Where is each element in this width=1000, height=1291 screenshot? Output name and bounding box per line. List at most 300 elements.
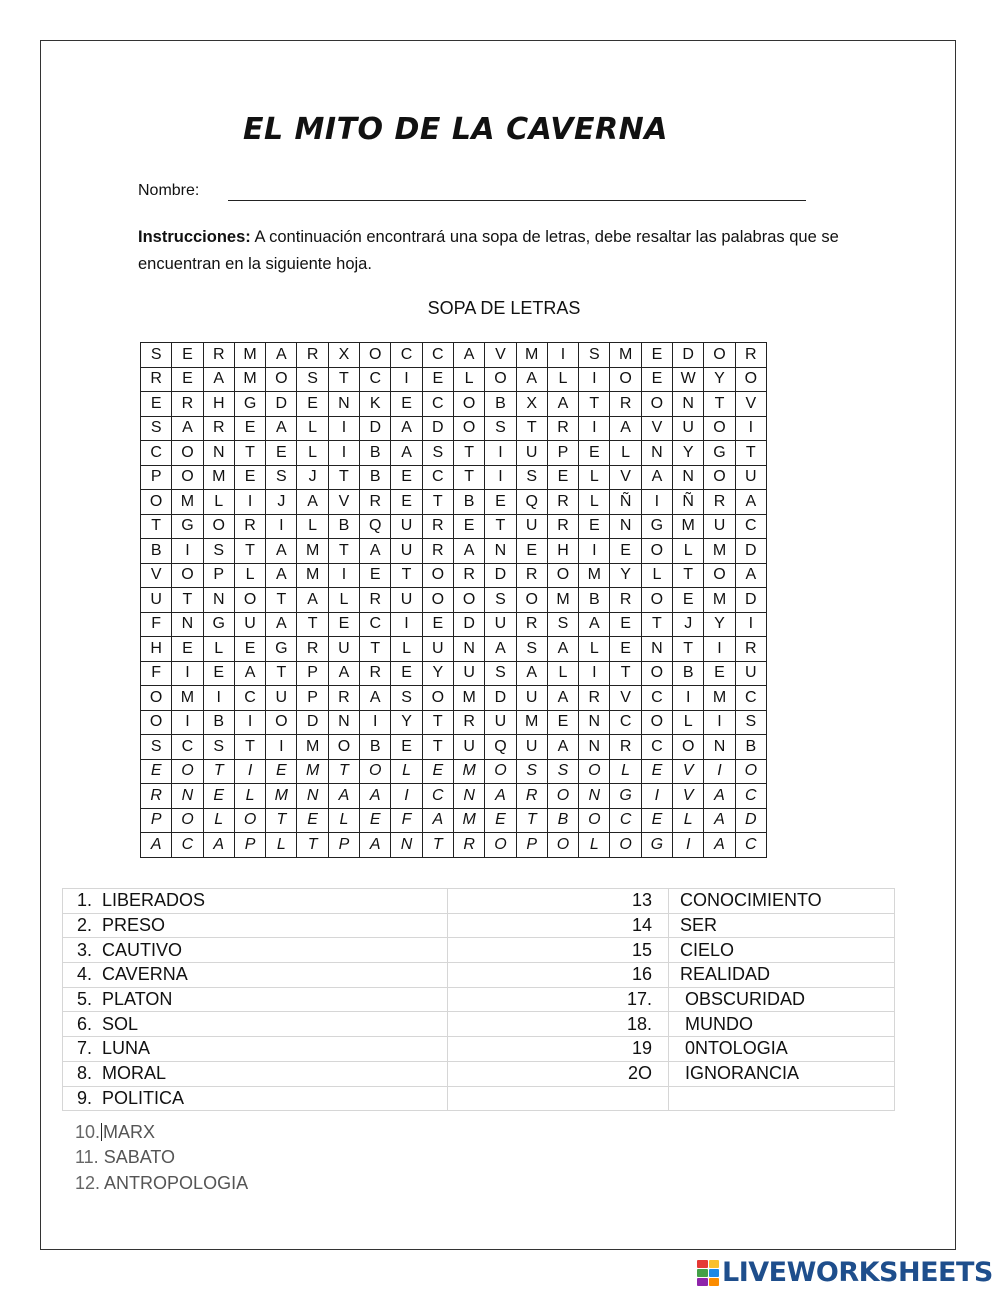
grid-letter-cell[interactable]: L <box>297 416 328 441</box>
grid-letter-cell[interactable]: I <box>172 661 203 686</box>
grid-letter-cell[interactable]: L <box>673 808 704 833</box>
grid-letter-cell[interactable]: O <box>203 514 234 539</box>
grid-letter-cell[interactable]: I <box>735 416 766 441</box>
grid-letter-cell[interactable]: L <box>579 465 610 490</box>
grid-letter-cell[interactable]: I <box>328 416 359 441</box>
grid-letter-cell[interactable]: C <box>234 686 265 711</box>
grid-letter-cell[interactable]: L <box>328 808 359 833</box>
grid-letter-cell[interactable]: J <box>673 612 704 637</box>
grid-letter-cell[interactable]: T <box>297 612 328 637</box>
grid-letter-cell[interactable]: S <box>547 759 578 784</box>
grid-letter-cell[interactable]: O <box>266 710 297 735</box>
grid-letter-cell[interactable]: N <box>297 784 328 809</box>
grid-letter-cell[interactable]: P <box>328 833 359 858</box>
grid-letter-cell[interactable]: E <box>579 514 610 539</box>
grid-letter-cell[interactable]: R <box>453 710 484 735</box>
grid-letter-cell[interactable]: O <box>704 416 735 441</box>
grid-letter-cell[interactable]: C <box>610 808 641 833</box>
grid-letter-cell[interactable]: O <box>641 661 672 686</box>
grid-letter-cell[interactable]: N <box>203 588 234 613</box>
grid-letter-cell[interactable]: P <box>547 441 578 466</box>
grid-letter-cell[interactable]: L <box>297 441 328 466</box>
grid-letter-cell[interactable]: O <box>673 735 704 760</box>
grid-letter-cell[interactable]: M <box>297 759 328 784</box>
grid-letter-cell[interactable]: G <box>203 612 234 637</box>
grid-letter-cell[interactable]: B <box>579 588 610 613</box>
grid-letter-cell[interactable]: C <box>422 392 453 417</box>
grid-letter-cell[interactable]: M <box>234 343 265 368</box>
grid-letter-cell[interactable]: R <box>422 539 453 564</box>
grid-letter-cell[interactable]: T <box>203 759 234 784</box>
grid-letter-cell[interactable]: E <box>422 367 453 392</box>
grid-letter-cell[interactable]: N <box>172 784 203 809</box>
grid-letter-cell[interactable]: A <box>360 784 391 809</box>
grid-letter-cell[interactable]: Y <box>673 441 704 466</box>
grid-letter-cell[interactable]: T <box>453 441 484 466</box>
grid-letter-cell[interactable]: C <box>360 367 391 392</box>
grid-letter-cell[interactable]: L <box>391 759 422 784</box>
grid-letter-cell[interactable]: S <box>141 416 172 441</box>
grid-letter-cell[interactable]: R <box>422 514 453 539</box>
grid-letter-cell[interactable]: T <box>422 833 453 858</box>
grid-letter-cell[interactable]: A <box>266 416 297 441</box>
grid-letter-cell[interactable]: M <box>516 710 547 735</box>
grid-letter-cell[interactable]: D <box>360 416 391 441</box>
grid-letter-cell[interactable]: E <box>391 465 422 490</box>
grid-letter-cell[interactable]: O <box>234 588 265 613</box>
grid-letter-cell[interactable]: M <box>673 514 704 539</box>
grid-letter-cell[interactable]: L <box>579 833 610 858</box>
grid-letter-cell[interactable]: A <box>579 612 610 637</box>
grid-letter-cell[interactable]: A <box>360 833 391 858</box>
grid-letter-cell[interactable]: U <box>516 514 547 539</box>
grid-letter-cell[interactable]: T <box>516 808 547 833</box>
grid-letter-cell[interactable]: C <box>735 784 766 809</box>
grid-letter-cell[interactable]: A <box>328 661 359 686</box>
grid-letter-cell[interactable]: B <box>141 539 172 564</box>
grid-letter-cell[interactable]: E <box>610 637 641 662</box>
grid-letter-cell[interactable]: I <box>234 710 265 735</box>
grid-letter-cell[interactable]: Y <box>704 367 735 392</box>
grid-letter-cell[interactable]: E <box>422 759 453 784</box>
grid-letter-cell[interactable]: V <box>735 392 766 417</box>
grid-letter-cell[interactable]: B <box>547 808 578 833</box>
grid-letter-cell[interactable]: B <box>485 392 516 417</box>
grid-letter-cell[interactable]: B <box>360 465 391 490</box>
grid-letter-cell[interactable]: E <box>641 343 672 368</box>
grid-letter-cell[interactable]: L <box>203 490 234 515</box>
grid-letter-cell[interactable]: M <box>516 343 547 368</box>
grid-letter-cell[interactable]: O <box>735 367 766 392</box>
grid-letter-cell[interactable]: R <box>360 588 391 613</box>
grid-letter-cell[interactable]: G <box>704 441 735 466</box>
grid-letter-cell[interactable]: I <box>172 539 203 564</box>
grid-letter-cell[interactable]: C <box>360 612 391 637</box>
grid-letter-cell[interactable]: R <box>360 490 391 515</box>
grid-letter-cell[interactable]: R <box>516 612 547 637</box>
grid-letter-cell[interactable]: I <box>579 416 610 441</box>
grid-letter-cell[interactable]: R <box>172 392 203 417</box>
grid-letter-cell[interactable]: D <box>422 416 453 441</box>
grid-letter-cell[interactable]: S <box>485 416 516 441</box>
grid-letter-cell[interactable]: O <box>360 759 391 784</box>
grid-letter-cell[interactable]: G <box>641 514 672 539</box>
grid-letter-cell[interactable]: T <box>360 637 391 662</box>
grid-letter-cell[interactable]: O <box>453 392 484 417</box>
grid-letter-cell[interactable]: C <box>610 710 641 735</box>
grid-letter-cell[interactable]: E <box>641 759 672 784</box>
grid-letter-cell[interactable]: N <box>453 637 484 662</box>
grid-letter-cell[interactable]: N <box>328 710 359 735</box>
grid-letter-cell[interactable]: M <box>266 784 297 809</box>
grid-letter-cell[interactable]: I <box>485 441 516 466</box>
grid-letter-cell[interactable]: O <box>704 465 735 490</box>
grid-letter-cell[interactable]: N <box>610 514 641 539</box>
grid-letter-cell[interactable]: M <box>610 343 641 368</box>
grid-letter-cell[interactable]: U <box>422 637 453 662</box>
grid-letter-cell[interactable]: I <box>266 735 297 760</box>
grid-letter-cell[interactable]: T <box>172 588 203 613</box>
grid-letter-cell[interactable]: O <box>172 563 203 588</box>
grid-letter-cell[interactable]: T <box>579 392 610 417</box>
grid-letter-cell[interactable]: R <box>735 343 766 368</box>
grid-letter-cell[interactable]: L <box>641 563 672 588</box>
grid-letter-cell[interactable]: P <box>141 808 172 833</box>
grid-letter-cell[interactable]: L <box>328 588 359 613</box>
grid-letter-cell[interactable]: A <box>516 367 547 392</box>
grid-letter-cell[interactable]: T <box>234 735 265 760</box>
grid-letter-cell[interactable]: M <box>297 539 328 564</box>
grid-letter-cell[interactable]: E <box>328 612 359 637</box>
grid-letter-cell[interactable]: A <box>641 465 672 490</box>
grid-letter-cell[interactable]: S <box>266 465 297 490</box>
grid-letter-cell[interactable]: D <box>266 392 297 417</box>
grid-letter-cell[interactable]: E <box>391 490 422 515</box>
grid-letter-cell[interactable]: C <box>735 686 766 711</box>
grid-letter-cell[interactable]: E <box>203 661 234 686</box>
grid-letter-cell[interactable]: H <box>141 637 172 662</box>
grid-letter-cell[interactable]: R <box>234 514 265 539</box>
grid-letter-cell[interactable]: R <box>610 588 641 613</box>
grid-letter-cell[interactable]: Y <box>610 563 641 588</box>
grid-letter-cell[interactable]: R <box>610 735 641 760</box>
grid-letter-cell[interactable]: L <box>610 759 641 784</box>
grid-letter-cell[interactable]: M <box>704 539 735 564</box>
grid-letter-cell[interactable]: I <box>547 343 578 368</box>
grid-letter-cell[interactable]: D <box>297 710 328 735</box>
grid-letter-cell[interactable]: J <box>266 490 297 515</box>
grid-letter-cell[interactable]: I <box>391 367 422 392</box>
grid-letter-cell[interactable]: U <box>516 735 547 760</box>
grid-letter-cell[interactable]: L <box>266 833 297 858</box>
grid-letter-cell[interactable]: E <box>297 808 328 833</box>
grid-letter-cell[interactable]: N <box>579 784 610 809</box>
grid-letter-cell[interactable]: I <box>328 563 359 588</box>
grid-letter-cell[interactable]: O <box>485 833 516 858</box>
grid-letter-cell[interactable]: L <box>547 367 578 392</box>
grid-letter-cell[interactable]: R <box>203 343 234 368</box>
grid-letter-cell[interactable]: U <box>391 588 422 613</box>
grid-letter-cell[interactable]: E <box>641 367 672 392</box>
grid-letter-cell[interactable]: E <box>547 710 578 735</box>
grid-letter-cell[interactable]: U <box>391 539 422 564</box>
grid-letter-cell[interactable]: Q <box>516 490 547 515</box>
grid-letter-cell[interactable]: C <box>422 343 453 368</box>
grid-letter-cell[interactable]: G <box>610 784 641 809</box>
grid-letter-cell[interactable]: T <box>234 441 265 466</box>
grid-letter-cell[interactable]: E <box>704 661 735 686</box>
grid-letter-cell[interactable]: E <box>391 735 422 760</box>
grid-letter-cell[interactable]: T <box>141 514 172 539</box>
grid-letter-cell[interactable]: A <box>297 490 328 515</box>
grid-letter-cell[interactable]: I <box>485 465 516 490</box>
grid-letter-cell[interactable]: T <box>735 441 766 466</box>
grid-letter-cell[interactable]: S <box>735 710 766 735</box>
grid-letter-cell[interactable]: I <box>579 661 610 686</box>
grid-letter-cell[interactable]: M <box>547 588 578 613</box>
grid-letter-cell[interactable]: L <box>203 808 234 833</box>
grid-letter-cell[interactable]: T <box>234 539 265 564</box>
grid-letter-cell[interactable]: Y <box>422 661 453 686</box>
grid-letter-cell[interactable]: Q <box>485 735 516 760</box>
grid-letter-cell[interactable]: O <box>172 808 203 833</box>
grid-letter-cell[interactable]: N <box>704 735 735 760</box>
grid-letter-cell[interactable]: O <box>735 759 766 784</box>
grid-letter-cell[interactable]: T <box>266 808 297 833</box>
grid-letter-cell[interactable]: U <box>453 661 484 686</box>
grid-letter-cell[interactable]: L <box>234 784 265 809</box>
grid-letter-cell[interactable]: N <box>641 441 672 466</box>
grid-letter-cell[interactable]: O <box>422 563 453 588</box>
grid-letter-cell[interactable]: R <box>704 490 735 515</box>
grid-letter-cell[interactable]: O <box>641 539 672 564</box>
grid-letter-cell[interactable]: O <box>704 343 735 368</box>
grid-letter-cell[interactable]: R <box>141 367 172 392</box>
grid-letter-cell[interactable]: T <box>485 514 516 539</box>
grid-letter-cell[interactable]: R <box>297 343 328 368</box>
grid-letter-cell[interactable]: A <box>266 343 297 368</box>
grid-letter-cell[interactable]: L <box>579 637 610 662</box>
grid-letter-cell[interactable]: O <box>172 465 203 490</box>
grid-letter-cell[interactable]: I <box>234 490 265 515</box>
grid-letter-cell[interactable]: L <box>297 514 328 539</box>
grid-letter-cell[interactable]: P <box>516 833 547 858</box>
grid-letter-cell[interactable]: T <box>422 735 453 760</box>
grid-letter-cell[interactable]: O <box>266 367 297 392</box>
grid-letter-cell[interactable]: E <box>422 612 453 637</box>
grid-letter-cell[interactable]: M <box>453 808 484 833</box>
grid-letter-cell[interactable]: A <box>704 808 735 833</box>
grid-letter-cell[interactable]: I <box>704 637 735 662</box>
grid-letter-cell[interactable]: S <box>516 465 547 490</box>
grid-letter-cell[interactable]: D <box>453 612 484 637</box>
grid-letter-cell[interactable]: A <box>516 661 547 686</box>
grid-letter-cell[interactable]: E <box>266 759 297 784</box>
grid-letter-cell[interactable]: R <box>453 563 484 588</box>
grid-letter-cell[interactable]: O <box>579 808 610 833</box>
grid-letter-cell[interactable]: S <box>516 759 547 784</box>
grid-letter-cell[interactable]: O <box>641 710 672 735</box>
grid-letter-cell[interactable]: S <box>141 343 172 368</box>
grid-letter-cell[interactable]: L <box>234 563 265 588</box>
grid-letter-cell[interactable]: O <box>641 392 672 417</box>
grid-letter-cell[interactable]: U <box>704 514 735 539</box>
grid-letter-cell[interactable]: T <box>422 710 453 735</box>
grid-letter-cell[interactable]: A <box>453 539 484 564</box>
grid-letter-cell[interactable]: O <box>422 588 453 613</box>
grid-letter-cell[interactable]: I <box>579 367 610 392</box>
grid-letter-cell[interactable]: P <box>234 833 265 858</box>
grid-letter-cell[interactable]: E <box>234 465 265 490</box>
grid-letter-cell[interactable]: A <box>610 416 641 441</box>
grid-letter-cell[interactable]: I <box>172 710 203 735</box>
grid-letter-cell[interactable]: R <box>547 416 578 441</box>
grid-letter-cell[interactable]: A <box>266 539 297 564</box>
grid-letter-cell[interactable]: E <box>203 784 234 809</box>
grid-letter-cell[interactable]: A <box>485 637 516 662</box>
grid-letter-cell[interactable]: C <box>735 514 766 539</box>
grid-letter-cell[interactable]: R <box>203 416 234 441</box>
grid-letter-cell[interactable]: E <box>172 343 203 368</box>
grid-letter-cell[interactable]: S <box>579 343 610 368</box>
grid-letter-cell[interactable]: L <box>673 539 704 564</box>
grid-letter-cell[interactable]: A <box>547 735 578 760</box>
grid-letter-cell[interactable]: I <box>328 441 359 466</box>
grid-letter-cell[interactable]: B <box>360 441 391 466</box>
grid-letter-cell[interactable]: P <box>141 465 172 490</box>
grid-letter-cell[interactable]: P <box>297 661 328 686</box>
grid-letter-cell[interactable]: G <box>172 514 203 539</box>
grid-letter-cell[interactable]: T <box>673 637 704 662</box>
grid-letter-cell[interactable]: V <box>673 759 704 784</box>
grid-letter-cell[interactable]: O <box>485 367 516 392</box>
grid-letter-cell[interactable]: P <box>297 686 328 711</box>
grid-letter-cell[interactable]: M <box>297 563 328 588</box>
name-input-line[interactable] <box>228 200 806 201</box>
grid-letter-cell[interactable]: T <box>422 490 453 515</box>
grid-letter-cell[interactable]: V <box>328 490 359 515</box>
grid-letter-cell[interactable]: U <box>141 588 172 613</box>
grid-letter-cell[interactable]: C <box>172 833 203 858</box>
grid-letter-cell[interactable]: I <box>673 686 704 711</box>
grid-letter-cell[interactable]: R <box>735 637 766 662</box>
grid-letter-cell[interactable]: U <box>485 710 516 735</box>
grid-letter-cell[interactable]: T <box>328 465 359 490</box>
grid-letter-cell[interactable]: A <box>735 563 766 588</box>
grid-letter-cell[interactable]: I <box>266 514 297 539</box>
grid-letter-cell[interactable]: Y <box>704 612 735 637</box>
grid-letter-cell[interactable]: T <box>453 465 484 490</box>
grid-letter-cell[interactable]: O <box>141 710 172 735</box>
grid-letter-cell[interactable]: A <box>704 784 735 809</box>
grid-letter-cell[interactable]: S <box>203 735 234 760</box>
grid-letter-cell[interactable]: C <box>641 735 672 760</box>
grid-letter-cell[interactable]: M <box>579 563 610 588</box>
grid-letter-cell[interactable]: P <box>203 563 234 588</box>
grid-letter-cell[interactable]: G <box>266 637 297 662</box>
grid-letter-cell[interactable]: I <box>673 833 704 858</box>
grid-letter-cell[interactable]: V <box>610 686 641 711</box>
grid-letter-cell[interactable]: O <box>641 588 672 613</box>
grid-letter-cell[interactable]: V <box>141 563 172 588</box>
grid-letter-cell[interactable]: T <box>704 392 735 417</box>
grid-letter-cell[interactable]: G <box>234 392 265 417</box>
grid-letter-cell[interactable]: I <box>579 539 610 564</box>
grid-letter-cell[interactable]: O <box>704 563 735 588</box>
grid-letter-cell[interactable]: E <box>610 612 641 637</box>
grid-letter-cell[interactable]: U <box>673 416 704 441</box>
grid-letter-cell[interactable]: N <box>673 392 704 417</box>
grid-letter-cell[interactable]: A <box>453 343 484 368</box>
grid-letter-cell[interactable]: C <box>141 441 172 466</box>
grid-letter-cell[interactable]: M <box>203 465 234 490</box>
grid-letter-cell[interactable]: R <box>547 490 578 515</box>
grid-letter-cell[interactable]: S <box>547 612 578 637</box>
grid-letter-cell[interactable]: N <box>579 735 610 760</box>
grid-letter-cell[interactable]: E <box>579 441 610 466</box>
grid-letter-cell[interactable]: E <box>266 441 297 466</box>
grid-letter-cell[interactable]: V <box>610 465 641 490</box>
grid-letter-cell[interactable]: N <box>203 441 234 466</box>
grid-letter-cell[interactable]: S <box>516 637 547 662</box>
grid-letter-cell[interactable]: M <box>704 588 735 613</box>
grid-letter-cell[interactable]: E <box>516 539 547 564</box>
grid-letter-cell[interactable]: V <box>485 343 516 368</box>
grid-letter-cell[interactable]: N <box>579 710 610 735</box>
grid-letter-cell[interactable]: L <box>673 710 704 735</box>
grid-letter-cell[interactable]: A <box>141 833 172 858</box>
grid-letter-cell[interactable]: U <box>735 661 766 686</box>
grid-letter-cell[interactable]: L <box>610 441 641 466</box>
grid-letter-cell[interactable]: T <box>673 563 704 588</box>
grid-letter-cell[interactable]: Ñ <box>673 490 704 515</box>
grid-letter-cell[interactable]: A <box>360 686 391 711</box>
grid-letter-cell[interactable]: O <box>579 759 610 784</box>
grid-letter-cell[interactable]: R <box>360 661 391 686</box>
grid-letter-cell[interactable]: M <box>453 759 484 784</box>
grid-letter-cell[interactable]: E <box>547 465 578 490</box>
grid-letter-cell[interactable]: D <box>485 686 516 711</box>
grid-letter-cell[interactable]: B <box>735 735 766 760</box>
grid-letter-cell[interactable]: E <box>297 392 328 417</box>
grid-letter-cell[interactable]: A <box>328 784 359 809</box>
grid-letter-cell[interactable]: R <box>328 686 359 711</box>
grid-letter-cell[interactable]: D <box>735 588 766 613</box>
grid-letter-cell[interactable]: T <box>328 759 359 784</box>
grid-letter-cell[interactable]: C <box>422 465 453 490</box>
grid-letter-cell[interactable]: S <box>141 735 172 760</box>
grid-letter-cell[interactable]: I <box>641 784 672 809</box>
grid-letter-cell[interactable]: A <box>203 367 234 392</box>
grid-letter-cell[interactable]: T <box>266 661 297 686</box>
grid-letter-cell[interactable]: N <box>453 784 484 809</box>
grid-letter-cell[interactable]: E <box>485 490 516 515</box>
grid-letter-cell[interactable]: T <box>516 416 547 441</box>
grid-letter-cell[interactable]: G <box>641 833 672 858</box>
grid-letter-cell[interactable]: O <box>360 343 391 368</box>
grid-letter-cell[interactable]: E <box>391 392 422 417</box>
grid-letter-cell[interactable]: A <box>547 392 578 417</box>
grid-letter-cell[interactable]: H <box>547 539 578 564</box>
grid-letter-cell[interactable]: T <box>328 367 359 392</box>
grid-letter-cell[interactable]: T <box>328 539 359 564</box>
grid-letter-cell[interactable]: S <box>203 539 234 564</box>
grid-letter-cell[interactable]: A <box>203 833 234 858</box>
grid-letter-cell[interactable]: E <box>141 759 172 784</box>
grid-letter-cell[interactable]: E <box>610 539 641 564</box>
grid-letter-cell[interactable]: B <box>203 710 234 735</box>
grid-letter-cell[interactable]: A <box>391 416 422 441</box>
